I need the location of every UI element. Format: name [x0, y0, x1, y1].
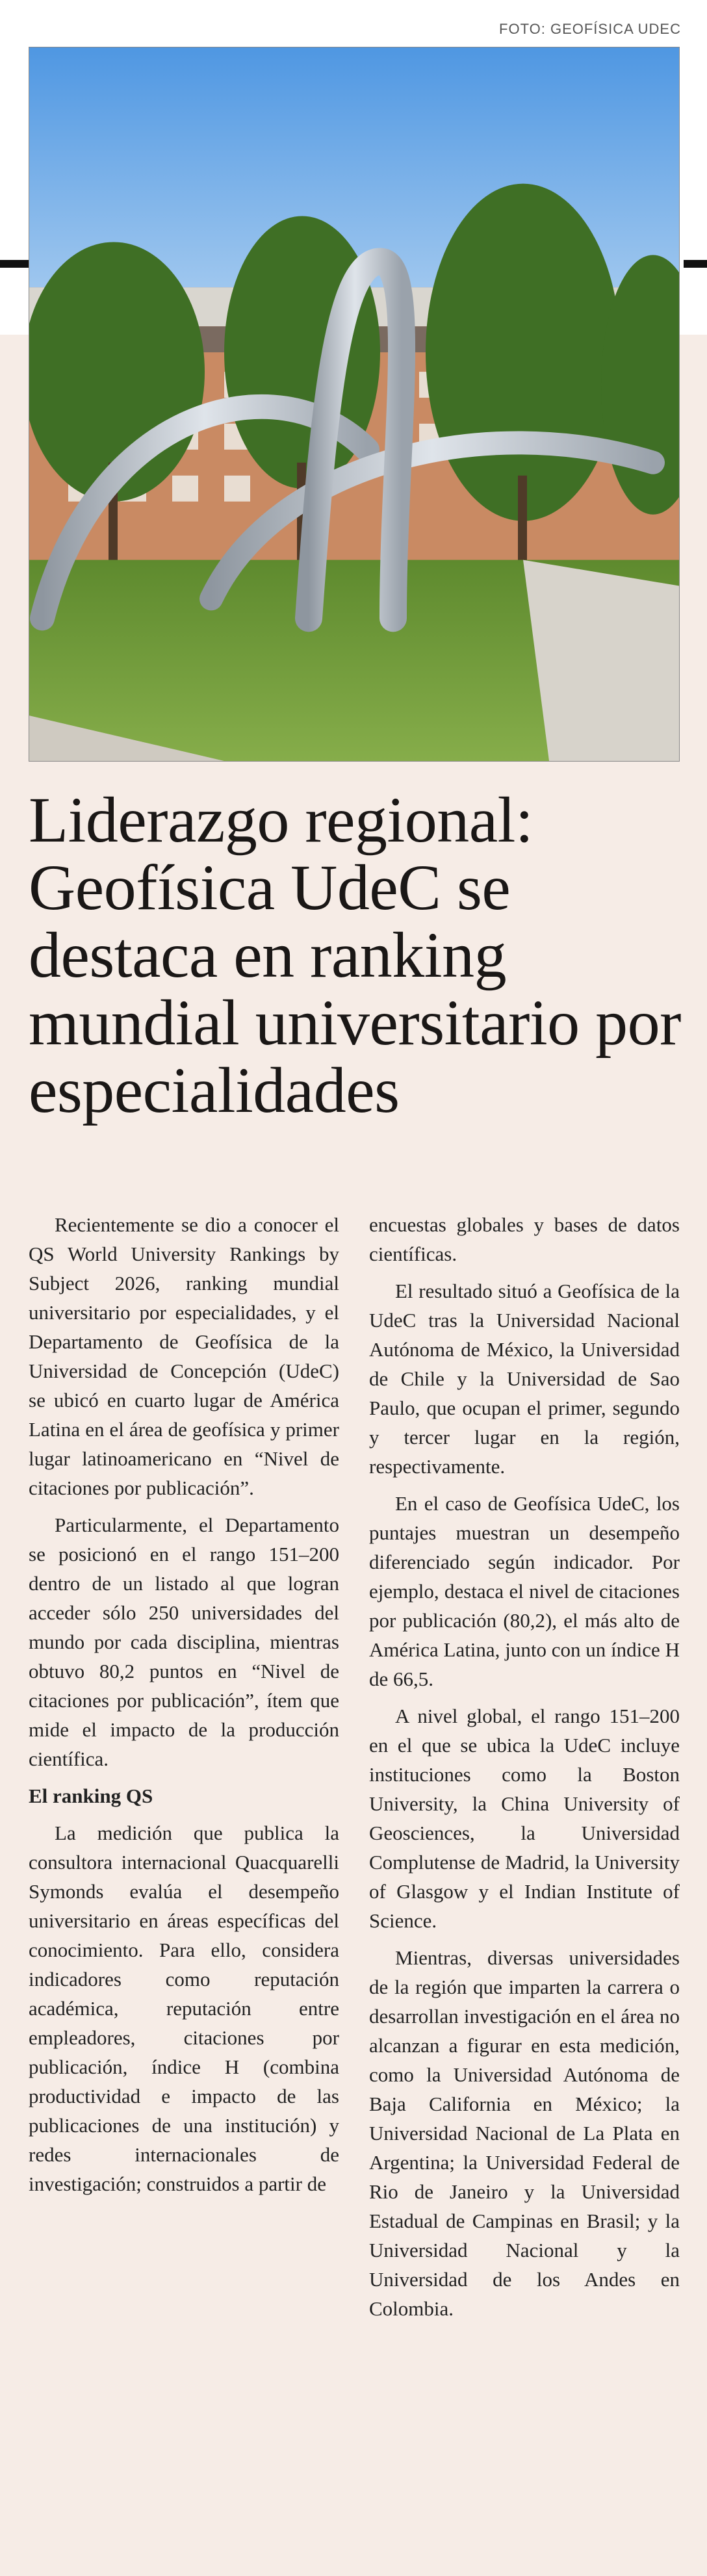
paragraph-global-peers: A nivel global, el rango 151–200 en el que se ubica la UdeC incluye instituciones como la Boston University, la China University of Geosciences, la Universidad Complutense de Madrid, la University of Glasgow y el Indian Institute of Science. [369, 1705, 680, 1932]
paragraph-intro: Recientemente se dio a conocer el QS World University Rankings by Subject 2026, ranking mundial universitario por especialidades, y el Departamento de Geofísica de la Universidad de Concepción (UdeC) se ubicó en cuarto lugar de América Latina en el área de geofísica y primer lugar latinoamericano en “Nivel de citaciones por publicación”. [29, 1213, 339, 1499]
article-photo [29, 47, 680, 762]
paragraph-regional-absent: Mientras, diversas universidades de la región que imparten la carrera o desarrollan investigación en el área no alcanzan a figurar en esta medición, como la Universidad Autónoma de Baja California en México; la Universidad Nacional de La Plata en Argentina; la Universidad Federal de Rio de Janeiro y la Universidad Estadual de Campinas en Brasil; y la Universidad Nacional y la Universidad de los Andes en Colombia. [369, 1946, 680, 2320]
section-rule-left [0, 260, 31, 268]
paragraph-scores: En el caso de Geofísica UdeC, los puntajes muestran un desempeño diferenciado según indicador. Por ejemplo, destaca el nivel de citaciones por publicación (80,2), el más alto de América Latina, junto con un índice H de 66,5. [369, 1492, 680, 1690]
subheading-ranking-qs: El ranking QS [29, 1784, 153, 1807]
walkway [523, 560, 679, 761]
photo-credit: FOTO: GEOFÍSICA UDEC [499, 21, 681, 37]
section-rule-right [684, 260, 707, 268]
paragraph-methodology-continued: encuestas globales y bases de datos científicas. [369, 1213, 680, 1265]
paragraph-methodology: La medición que publica la consultora internacional Quacquarelli Symonds evalúa el desempeño universitario en áreas específicas del conocimiento. Para ello, considera indicadores como reputación académica, reputación entre empleadores, citaciones por publicación, índice H (combina productividad e impacto de las publicaciones de una institución) y redes internacionales de investigación; construidos a partir de [29, 1822, 339, 2195]
paragraph-regional-result: El resultado situó a Geofísica de la UdeC tras la Universidad Nacional Autónoma de México, la Universidad de Chile y la Universidad de Sao Paulo, que ocupan el primer, segundo y tercer lugar en la región, respectivamente. [369, 1280, 680, 1478]
headline: Liderazgo regional: Geofísica UdeC se destaca en ranking mundial universitario por especialidades [29, 784, 681, 1126]
paragraph-ranking-position: Particularmente, el Departamento se posicionó en el rango 151–200 dentro de un listado al que logran acceder sólo 250 universidades del mundo por cada disciplina, mientras obtuvo 80,2 puntos en “Nivel de citaciones por publicación”, ítem que mide el impacto de la producción científica. [29, 1513, 339, 1770]
campus-sculpture-illustration [29, 47, 679, 761]
article-column-left [29, 1210, 339, 2206]
article-column-right [369, 1210, 680, 2331]
